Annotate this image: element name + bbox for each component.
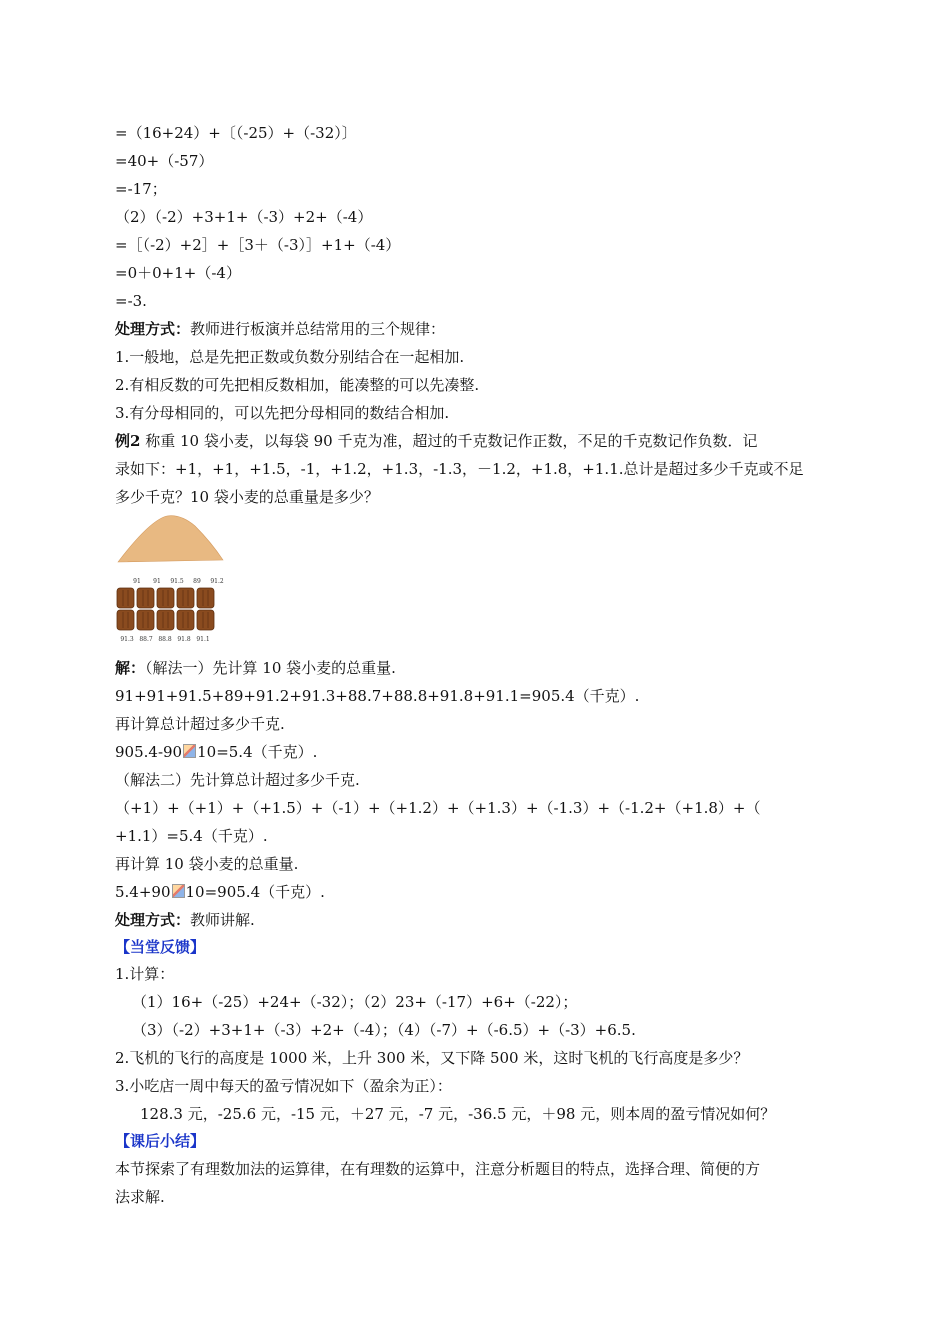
equation-line: =40+（-57） [115, 152, 214, 170]
solution-line: （解法二）先计算总计超过多少千克. [115, 771, 360, 789]
solution-label: 解： [115, 659, 146, 677]
method-line [115, 910, 255, 930]
sack-icon [197, 588, 214, 608]
solution-line: 再计算总计超过多少千克. [115, 715, 285, 733]
exercise-subitems: （3）（-2）+3+1+（-3）+2+（-4）；（4）（-7）+（-6.5）+（-3）+6.5. [132, 1021, 636, 1039]
solution-line: 91+91+91.5+89+91.2+91.3+88.7+88.8+91.8+91.1=905.4（千克）. [115, 687, 640, 705]
weight-labels-top [133, 578, 224, 585]
summary-text: 本节探索了有理数加法的运算律，在有理数的运算中，注意分析题目的特点，选择合理、简便的方 [115, 1160, 761, 1178]
sack-icon [157, 610, 174, 630]
weight-label: 91 [153, 578, 161, 585]
sack-icon [117, 588, 134, 608]
wheat-sacks-figure [115, 512, 230, 647]
sack-icon [197, 610, 214, 630]
solution-line: +1.1）=5.4（千克）. [115, 827, 268, 845]
solution-line: （+1）+（+1）+（+1.5）+（-1）+（+1.2）+（+1.3）+（-1.3）+（-1.2+（+1.8）+（ [115, 799, 761, 817]
example-line: 录如下：+1，+1，+1.5，-1，+1.2，+1.3，-1.3，－1.2，+1.8，+1.1.总计是超过多少千克或不足 [115, 460, 804, 478]
rule-item: 3.有分母相同的，可以先把分母相同的数结合相加. [115, 404, 450, 422]
example-text: 称重 10 袋小麦，以每袋 90 千克为准，超过的千克数记作正数，不足的千克数记作负数．记 [140, 432, 758, 450]
rule-item: 1.一般地，总是先把正数或负数分别结合在一起相加. [115, 348, 465, 366]
equation-line: =［（-2）+2］+［3＋（-3）］+1+（-4） [115, 236, 401, 254]
times-image-icon [183, 744, 196, 758]
weight-label: 88.7 [139, 636, 153, 643]
method-line [115, 319, 445, 339]
method-text: 教师讲解. [190, 911, 255, 929]
sack-row-bottom [117, 610, 214, 630]
weight-label: 91.2 [210, 578, 224, 585]
example-line: 多少千克？10 袋小麦的总重量是多少？ [115, 488, 379, 506]
equation-line: =-3. [115, 292, 147, 310]
weight-label: 89 [193, 578, 201, 585]
weight-label: 91.3 [120, 636, 134, 643]
weight-label: 91 [133, 578, 141, 585]
exercise-item: 2.飞机的飞行的高度是 1000 米，上升 300 米，又下降 500 米，这时飞机的飞行高度是多少？ [115, 1049, 749, 1067]
weight-label: 91.8 [177, 636, 191, 643]
solution-text: 905.4-90 [115, 743, 183, 761]
equation-line: =-17； [115, 180, 167, 198]
method-label: 处理方式： [115, 320, 191, 338]
equation-line: =0＋0+1+（-4） [115, 264, 241, 282]
sack-row-top [117, 588, 214, 608]
exercise-item: 3.小吃店一周中每天的盈亏情况如下（盈余为正）： [115, 1077, 452, 1095]
rule-item: 2.有相反数的可先把相反数相加，能凑整的可以先凑整. [115, 376, 480, 394]
exercise-item: 1.计算： [115, 965, 175, 983]
weight-label: 91.1 [196, 636, 210, 643]
wheat-heap [118, 516, 223, 562]
sack-icon [137, 588, 154, 608]
weight-label: 88.8 [158, 636, 172, 643]
summary-text: 法求解. [115, 1188, 165, 1206]
solution-text: 10=5.4（千克）. [197, 743, 318, 761]
section-heading-feedback: 【当堂反馈】 [115, 938, 206, 956]
exercise-subitems: （1）16+（-25）+24+（-32）；（2）23+（-17）+6+（-22）； [132, 993, 578, 1011]
example-line [115, 431, 757, 451]
solution-line [115, 658, 396, 678]
solution-line: 再计算 10 袋小麦的总重量. [115, 855, 299, 873]
sack-icon [177, 610, 194, 630]
method-text: 教师进行板演并总结常用的三个规律： [190, 320, 446, 338]
section-heading-summary: 【课后小结】 [115, 1132, 206, 1150]
equation-line: =（16+24）+〔（-25）+（-32）〕 [115, 124, 357, 142]
equation-line: （2）（-2）+3+1+（-3）+2+（-4） [115, 208, 373, 226]
solution-text: 5.4+90 [115, 883, 171, 901]
weight-label: 91.5 [170, 578, 184, 585]
times-image-icon [172, 884, 185, 898]
solution-line [115, 882, 325, 902]
solution-line [115, 742, 317, 762]
sack-icon [137, 610, 154, 630]
exercise-data: 128.3 元，-25.6 元，-15 元，＋27 元，-7 元，-36.5 元，＋98 元，则本周的盈亏情况如何？ [140, 1105, 776, 1123]
solution-text: （解法一）先计算 10 袋小麦的总重量. [145, 659, 396, 677]
sack-icon [177, 588, 194, 608]
solution-text: 10=905.4（千克）. [185, 883, 325, 901]
sack-icon [117, 610, 134, 630]
weight-labels-bottom [120, 636, 209, 643]
example-label: 例2 [115, 432, 141, 450]
sack-icon [157, 588, 174, 608]
method-label: 处理方式： [115, 911, 191, 929]
